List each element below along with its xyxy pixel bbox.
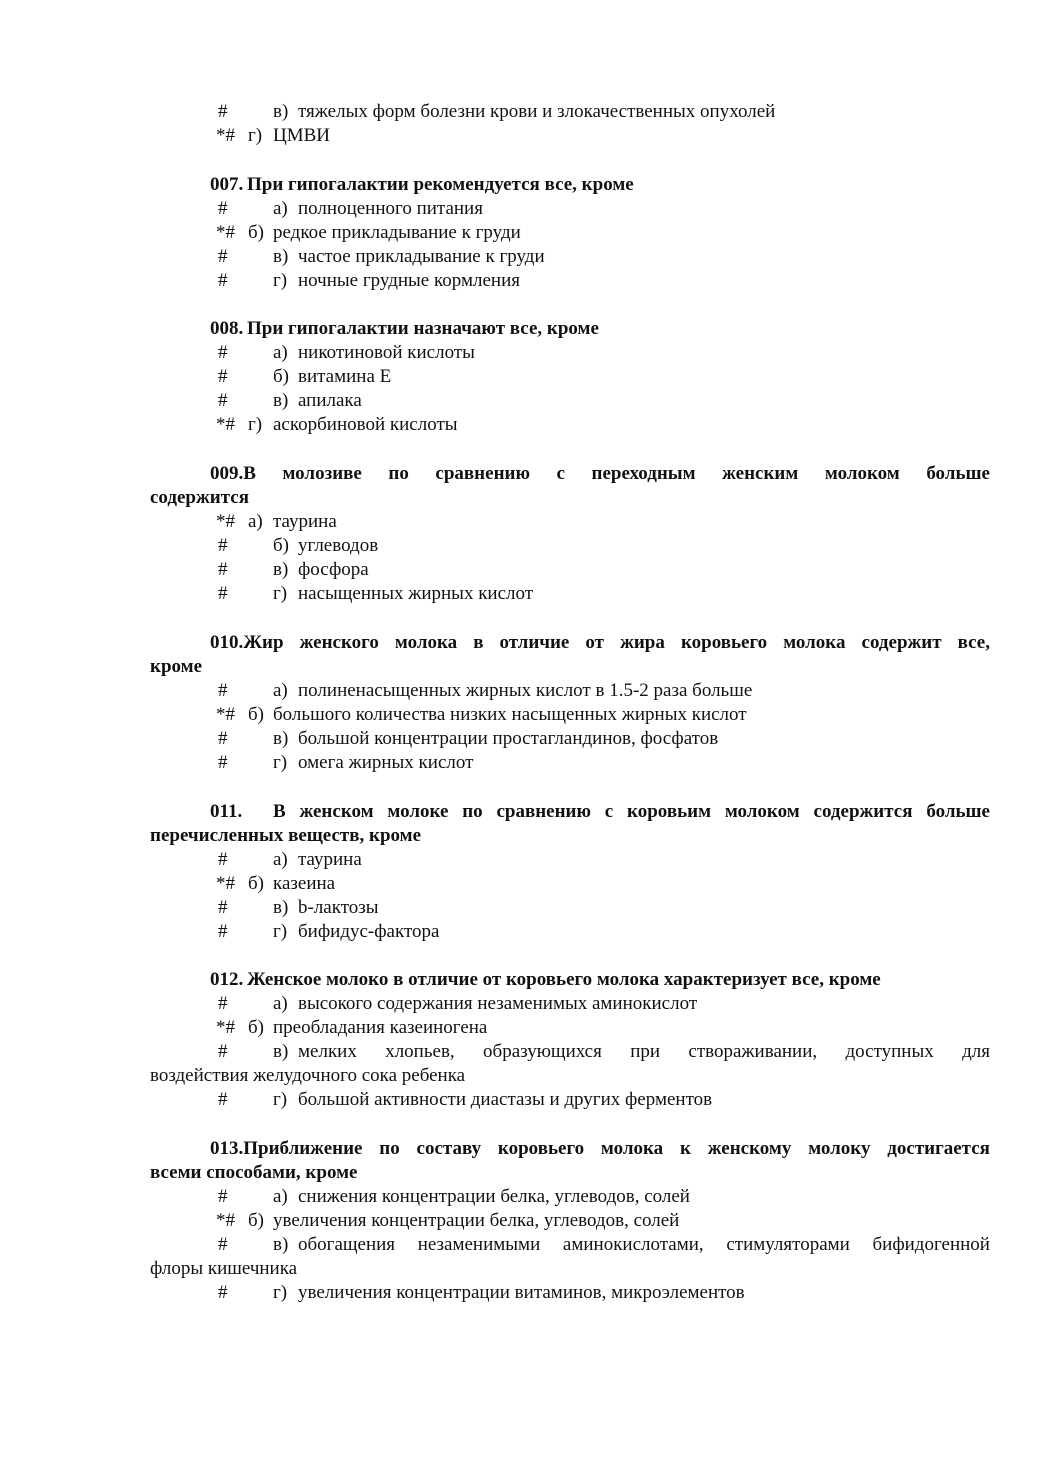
option-text: полноценного питания <box>298 198 483 219</box>
option-marker: *# <box>216 873 235 894</box>
option-text: большого количества низких насыщенных жирных кислот <box>273 704 747 725</box>
option-marker: *# <box>216 414 235 435</box>
word: образующихся <box>483 1041 602 1062</box>
word: женского <box>299 632 379 653</box>
word: хлопьев, <box>385 1041 455 1062</box>
option-text: высокого содержания незаменимых аминокислот <box>298 993 698 1014</box>
option-text: частое прикладывание к груди <box>298 246 545 267</box>
word: молозиве <box>282 463 362 484</box>
option-letter: б) <box>248 1017 264 1038</box>
option-text: b-лактозы <box>298 897 379 918</box>
option-marker: # <box>218 849 228 870</box>
option-text: углеводов <box>298 535 379 556</box>
question-text: При гипогалактии назначают все, кроме <box>247 318 599 339</box>
option-letter: г) <box>273 583 288 604</box>
question-text: Женское молоко в отличие от коровьего молока характеризует все, кроме <box>247 969 881 990</box>
word: переходным <box>591 463 696 484</box>
word: от <box>585 632 605 653</box>
word: доступных <box>845 1041 934 1062</box>
option-marker: # <box>218 1282 228 1303</box>
option-letter: а) <box>248 511 263 532</box>
option-marker: # <box>218 752 228 773</box>
option-marker: *# <box>216 1017 235 1038</box>
option-text-continued: воздействия желудочного сока ребенка <box>150 1065 466 1086</box>
option-letter: в) <box>273 101 289 122</box>
option-letter: в) <box>273 1234 289 1255</box>
option-letter: г) <box>273 752 288 773</box>
word: коровьего <box>497 1138 585 1159</box>
option-marker: # <box>218 1089 228 1110</box>
option-marker: # <box>218 583 228 604</box>
option-marker: # <box>218 198 228 219</box>
option-text: увеличения концентрации белка, углеводов, солей <box>273 1210 680 1231</box>
option-marker: # <box>218 728 228 749</box>
word: 010.Жир <box>210 632 284 653</box>
word: бифидогенной <box>872 1234 990 1255</box>
option-marker: *# <box>216 222 235 243</box>
word: по <box>388 463 409 484</box>
option-letter: в) <box>273 1041 289 1062</box>
option-letter: а) <box>273 342 288 363</box>
option-letter: в) <box>273 559 289 580</box>
option-letter: б) <box>248 1210 264 1231</box>
option-text: фосфора <box>298 559 369 580</box>
option-marker: # <box>218 680 228 701</box>
word: составу <box>416 1138 482 1159</box>
word: аминокислотами, <box>562 1234 704 1255</box>
justified-line <box>210 1137 990 1161</box>
word: с <box>556 463 565 484</box>
option-text: насыщенных жирных кислот <box>298 583 534 604</box>
option-letter: г) <box>273 1089 288 1110</box>
question-text: В женском молоке по сравнению с коровьим молоком содержится больше <box>273 801 990 822</box>
option-letter: б) <box>248 222 264 243</box>
word: 013.Приближение <box>210 1138 363 1159</box>
word: при <box>630 1041 661 1062</box>
word: молоку <box>808 1138 871 1159</box>
option-letter: г) <box>273 270 288 291</box>
option-marker: # <box>218 559 228 580</box>
option-text-continued: флоры кишечника <box>150 1258 298 1279</box>
word: незаменимыми <box>417 1234 541 1255</box>
option-text: бифидус-фактора <box>298 921 440 942</box>
option-text: казеина <box>273 873 336 894</box>
option-marker: # <box>218 342 228 363</box>
word: для <box>962 1041 990 1062</box>
option-text: полиненасыщенных жирных кислот в 1.5-2 раза больше <box>298 680 753 701</box>
word: в <box>473 632 484 653</box>
option-text: омега жирных кислот <box>298 752 474 773</box>
option-letter: а) <box>273 993 288 1014</box>
word: коровьего <box>680 632 768 653</box>
option-letter: б) <box>273 366 289 387</box>
justified-line <box>298 1233 990 1257</box>
word: жира <box>620 632 665 653</box>
word: женским <box>722 463 799 484</box>
option-marker: # <box>218 1041 228 1062</box>
word: молока <box>783 632 846 653</box>
word: молоком <box>824 463 900 484</box>
option-text: ЦМВИ <box>273 125 331 146</box>
word: мелких <box>298 1041 357 1062</box>
justified-line <box>210 462 990 486</box>
option-text: витамина Е <box>298 366 392 387</box>
question-text-continued: всеми способами, кроме <box>150 1162 358 1183</box>
question-number: 007. <box>210 174 244 195</box>
option-text: редкое прикладывание к груди <box>273 222 521 243</box>
option-marker: # <box>218 921 228 942</box>
word: к <box>679 1138 691 1159</box>
option-text: апилака <box>298 390 362 411</box>
option-letter: в) <box>273 390 289 411</box>
option-marker: *# <box>216 511 235 532</box>
option-letter: г) <box>248 414 263 435</box>
question-text-continued: содержится <box>150 487 249 508</box>
option-marker: # <box>218 366 228 387</box>
option-letter: в) <box>273 246 289 267</box>
option-marker: # <box>218 101 228 122</box>
word: все, <box>957 632 990 653</box>
question-text: При гипогалактии рекомендуется все, кроме <box>247 174 634 195</box>
option-letter: г) <box>273 1282 288 1303</box>
word: стимуляторами <box>726 1234 850 1255</box>
option-marker: *# <box>216 704 235 725</box>
option-text: таурина <box>298 849 362 870</box>
option-letter: г) <box>273 921 288 942</box>
question-text-continued: кроме <box>150 656 203 677</box>
word: больше <box>926 463 990 484</box>
word: достигается <box>887 1138 990 1159</box>
word: содержит <box>861 632 942 653</box>
word: по <box>379 1138 400 1159</box>
question-number: 011. <box>210 801 243 822</box>
option-text: увеличения концентрации витаминов, микроэлементов <box>298 1282 745 1303</box>
word: молока <box>600 1138 664 1159</box>
option-marker: # <box>218 1186 228 1207</box>
option-marker: *# <box>216 125 235 146</box>
word: обогащения <box>298 1234 396 1255</box>
word: отличие <box>499 632 570 653</box>
question-number: 008. <box>210 318 244 339</box>
option-text: ночные грудные кормления <box>298 270 520 291</box>
option-letter: а) <box>273 680 288 701</box>
word: 009.В <box>210 463 256 484</box>
word: сравнению <box>435 463 530 484</box>
option-marker: # <box>218 270 228 291</box>
option-marker: # <box>218 993 228 1014</box>
option-text: тяжелых форм болезни крови и злокачественных опухолей <box>298 101 776 122</box>
word: створаживании, <box>688 1041 818 1062</box>
option-marker: *# <box>216 1210 235 1231</box>
option-marker: # <box>218 246 228 267</box>
question-text-continued: перечисленных веществ, кроме <box>150 825 422 846</box>
option-letter: в) <box>273 728 289 749</box>
option-marker: # <box>218 390 228 411</box>
option-letter: б) <box>248 873 264 894</box>
option-marker: # <box>218 535 228 556</box>
word: молока <box>394 632 458 653</box>
option-marker: # <box>218 1234 228 1255</box>
question-number: 012. <box>210 969 244 990</box>
option-text: большой концентрации простагландинов, фосфатов <box>298 728 719 749</box>
option-letter: в) <box>273 897 289 918</box>
option-marker: # <box>218 897 228 918</box>
word: женскому <box>707 1138 792 1159</box>
option-text: большой активности диастазы и других ферментов <box>298 1089 713 1110</box>
option-text: таурина <box>273 511 337 532</box>
option-letter: а) <box>273 198 288 219</box>
option-text: снижения концентрации белка, углеводов, солей <box>298 1186 690 1207</box>
option-text: преобладания казеиногена <box>273 1017 488 1038</box>
option-letter: а) <box>273 849 288 870</box>
justified-line <box>298 1040 990 1064</box>
option-letter: г) <box>248 125 263 146</box>
justified-line <box>210 631 990 655</box>
option-text: никотиновой кислоты <box>298 342 475 363</box>
option-letter: а) <box>273 1186 288 1207</box>
option-letter: б) <box>273 535 289 556</box>
option-letter: б) <box>248 704 264 725</box>
option-text: аскорбиновой кислоты <box>273 414 458 435</box>
